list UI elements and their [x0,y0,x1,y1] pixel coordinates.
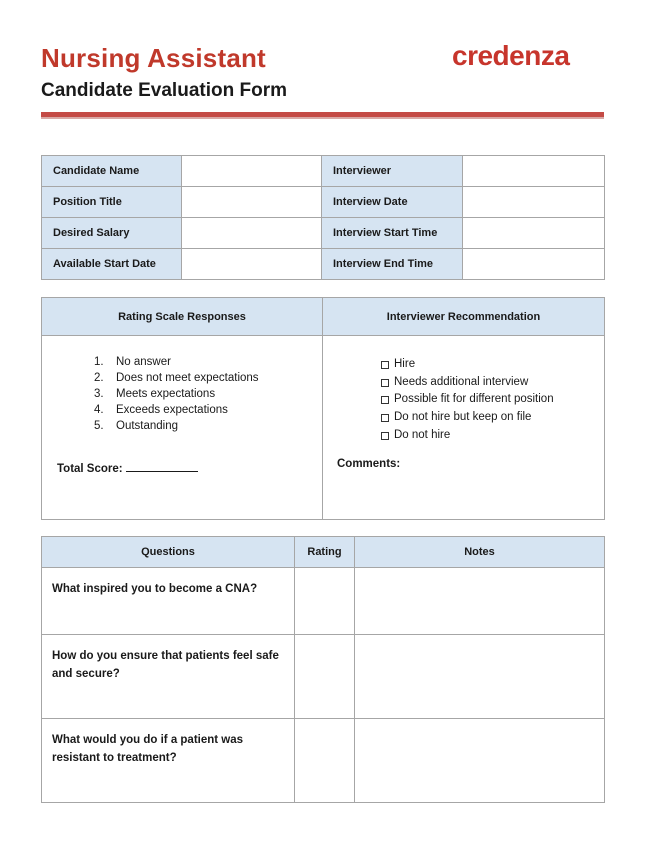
list-label: Does not meet expectations [116,372,259,384]
rating-scale-list [94,354,259,434]
available-start-date-field[interactable] [182,249,322,280]
position-title-label: Position Title [42,187,182,218]
info-row [42,218,605,249]
interviewer-label: Interviewer [322,156,463,187]
list-label: No answer [116,356,171,368]
interview-date-label: Interview Date [322,187,463,218]
questions-header: Questions [42,537,295,568]
recommendation-heading: Interviewer Recommendation [323,298,605,336]
recommendation-option-additional-interview[interactable] [381,374,554,392]
comments-label: Comments: [337,458,401,470]
interviewer-field[interactable] [463,156,605,187]
option-label: Do not hire [394,428,451,441]
question-text: How do you ensure that patients feel safe and secure? [42,635,295,719]
total-score-label: Total Score: [57,463,123,475]
rating-scale-panel [42,336,323,520]
list-number: 2. [94,372,104,384]
credenza-logo: credenza [452,40,570,71]
option-label: Possible fit for different position [394,393,554,406]
checkbox-icon[interactable] [381,432,389,440]
rating-scale-heading: Rating Scale Responses [42,298,323,336]
rating-cell[interactable] [295,568,355,635]
total-score [57,461,198,475]
rating-cell[interactable] [295,635,355,719]
notes-cell[interactable] [355,568,605,635]
info-row [42,187,605,218]
option-label: Do not hire but keep on file [394,411,532,424]
list-label: Exceeds expectations [116,404,228,416]
position-title-field[interactable] [182,187,322,218]
total-score-field[interactable] [126,461,198,472]
recommendation-option-hire[interactable] [381,356,554,374]
form-title: Nursing Assistant [41,43,266,73]
list-number: 5. [94,420,104,432]
available-start-date-label: Available Start Date [42,249,182,280]
list-number: 3. [94,388,104,400]
interview-start-time-field[interactable] [463,218,605,249]
recommendation-option-keep-on-file[interactable] [381,409,554,427]
question-text: What inspired you to become a CNA? [42,568,295,635]
checkbox-icon[interactable] [381,414,389,422]
rating-header: Rating [295,537,355,568]
questions-table [41,536,605,803]
header-divider-shadow [41,117,604,119]
rating-cell[interactable] [295,719,355,803]
list-item [94,370,259,386]
notes-header: Notes [355,537,605,568]
interview-date-field[interactable] [463,187,605,218]
checkbox-icon[interactable] [381,361,389,369]
info-row [42,156,605,187]
table-row [42,719,605,803]
recommendation-panel [323,336,605,520]
list-item [94,354,259,370]
list-label: Meets expectations [116,388,216,400]
notes-cell[interactable] [355,719,605,803]
interview-end-time-field[interactable] [463,249,605,280]
recommendation-option-do-not-hire[interactable] [381,427,554,445]
info-row [42,249,605,280]
option-label: Needs additional interview [394,375,529,388]
checkbox-icon[interactable] [381,396,389,404]
interview-end-time-label: Interview End Time [322,249,463,280]
list-number: 4. [94,404,104,416]
recommendation-options [381,356,554,445]
table-row [42,568,605,635]
rating-recommendation-table [41,297,605,520]
recommendation-option-different-position[interactable] [381,391,554,409]
option-label: Hire [394,358,416,370]
list-label: Outstanding [116,420,179,432]
list-item [94,402,259,418]
notes-cell[interactable] [355,635,605,719]
list-number: 1. [94,356,104,368]
checkbox-icon[interactable] [381,379,389,387]
desired-salary-field[interactable] [182,218,322,249]
candidate-name-label: Candidate Name [42,156,182,187]
list-item [94,418,259,434]
table-row [42,635,605,719]
interview-start-time-label: Interview Start Time [322,218,463,249]
question-text: What would you do if a patient was resistant to treatment? [42,719,295,803]
list-item [94,386,259,402]
desired-salary-label: Desired Salary [42,218,182,249]
form-subtitle: Candidate Evaluation Form [41,80,287,101]
candidate-name-field[interactable] [182,156,322,187]
candidate-info-table [41,155,605,280]
